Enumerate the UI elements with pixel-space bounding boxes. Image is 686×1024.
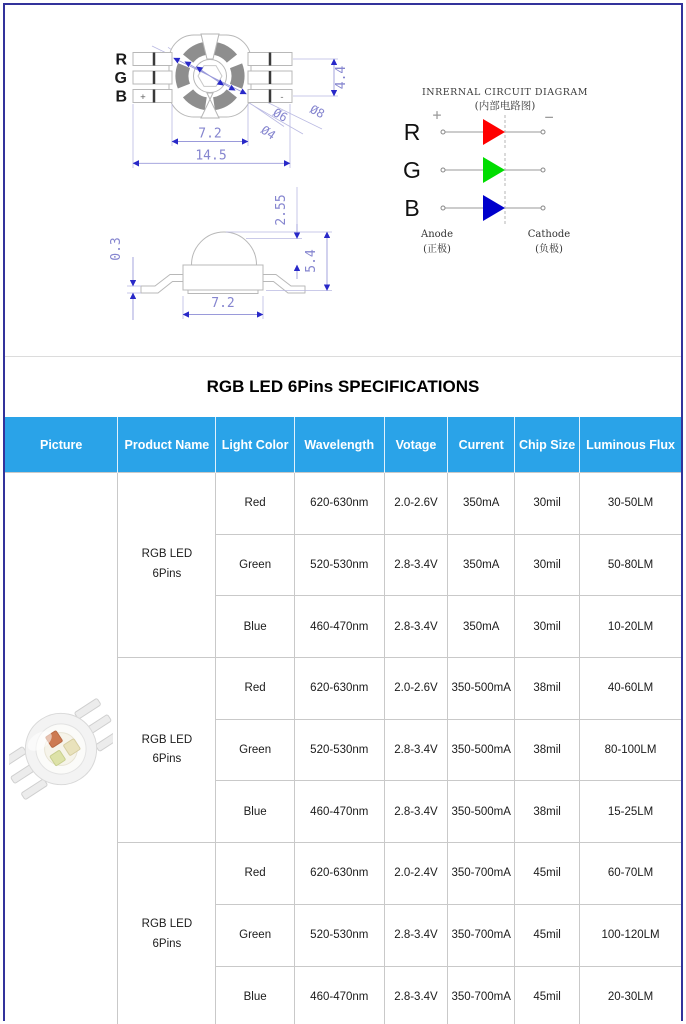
light-color-cell: Green xyxy=(216,904,294,966)
luminous-flux-cell: 15-25LM xyxy=(580,781,681,843)
column-header-picture: Picture xyxy=(5,417,118,473)
cathode-minus-mark: - xyxy=(279,92,285,103)
dim-total-height: 5.4 xyxy=(304,249,319,273)
led-product-photo xyxy=(9,670,113,828)
title-bar xyxy=(5,357,681,417)
green-led-symbol xyxy=(483,157,505,183)
current-cell: 350-700mA xyxy=(448,966,515,1024)
light-color-cell: Green xyxy=(216,719,294,781)
product-name-cell xyxy=(118,473,216,658)
votage-cell: 2.8-3.4V xyxy=(384,719,448,781)
wavelength-cell: 460-470nm xyxy=(294,596,384,658)
right-pins xyxy=(248,53,292,103)
anode-plus-mark: + xyxy=(140,92,146,103)
dim-dome-height: 2.55 xyxy=(274,194,289,226)
chip-size-cell: 45mil xyxy=(515,966,580,1024)
header-row xyxy=(5,417,681,473)
dim-lead-thickness: 0.3 xyxy=(109,237,124,261)
luminous-flux-cell: 30-50LM xyxy=(580,473,681,535)
current-cell: 350mA xyxy=(448,534,515,596)
product-name: RGB LED 6Pins xyxy=(141,733,193,766)
luminous-flux-cell: 40-60LM xyxy=(580,658,681,720)
led-side-view-drawing xyxy=(109,187,332,320)
wavelength-cell: 460-470nm xyxy=(294,966,384,1024)
dim-total-width: 14.5 xyxy=(195,148,227,164)
picture-cell xyxy=(5,473,118,1024)
votage-cell: 2.0-2.6V xyxy=(384,658,448,720)
circuit-label-r: R xyxy=(403,119,421,145)
chip-size-cell: 38mil xyxy=(515,719,580,781)
wavelength-cell: 620-630nm xyxy=(294,658,384,720)
pin-label-g: G xyxy=(114,70,127,87)
wavelength-cell: 620-630nm xyxy=(294,473,384,535)
anode-label-cn: (正极) xyxy=(423,244,451,255)
dim-pin-span: 4.4 xyxy=(334,65,349,90)
luminous-flux-cell: 20-30LM xyxy=(580,966,681,1024)
internal-circuit-diagram xyxy=(403,87,588,255)
sheet-border xyxy=(3,3,683,1021)
chip-size-cell: 38mil xyxy=(515,781,580,843)
light-color-cell: Blue xyxy=(216,596,294,658)
luminous-flux-cell: 80-100LM xyxy=(580,719,681,781)
column-header-current: Current xyxy=(448,417,515,473)
dim-body-width: 7.2 xyxy=(211,296,235,311)
votage-cell: 2.8-3.4V xyxy=(384,596,448,658)
chip-size-cell: 45mil xyxy=(515,904,580,966)
product-name: RGB LED 6Pins xyxy=(141,918,193,950)
wavelength-cell: 520-530nm xyxy=(294,719,384,781)
current-cell: 350-700mA xyxy=(448,843,515,905)
light-color-cell: Green xyxy=(216,534,294,596)
left-pins xyxy=(133,53,172,103)
circuit-plus-sign: + xyxy=(432,106,442,124)
cathode-label-cn: (负极) xyxy=(535,244,563,255)
product-name-cell xyxy=(118,843,216,1024)
current-cell: 350mA xyxy=(448,473,515,535)
circuit-label-g: G xyxy=(403,157,421,183)
column-header-chip-size: Chip Size xyxy=(515,417,580,473)
chip-size-cell: 30mil xyxy=(515,473,580,535)
votage-cell: 2.0-2.4V xyxy=(384,843,448,905)
dim-d4: Ø4 xyxy=(258,122,279,143)
cathode-label: Cathode xyxy=(527,229,571,240)
circuit-label-b: B xyxy=(404,195,420,221)
page-title: RGB LED 6Pins SPECIFICATIONS xyxy=(206,377,480,396)
current-cell: 350-500mA xyxy=(448,658,515,720)
anode-label: Anode xyxy=(420,229,454,240)
column-header-votage: Votage xyxy=(384,417,448,473)
circuit-subtitle: (内部电路图) xyxy=(474,100,536,112)
dim-inner-width: 7.2 xyxy=(198,126,222,142)
wavelength-cell: 520-530nm xyxy=(294,534,384,596)
current-cell: 350-500mA xyxy=(448,781,515,843)
pin-label-b: B xyxy=(115,88,127,106)
circuit-channel-r xyxy=(404,115,545,149)
luminous-flux-cell: 60-70LM xyxy=(580,843,681,905)
votage-cell: 2.8-3.4V xyxy=(384,534,448,596)
column-header-product-name: Product Name xyxy=(118,417,216,473)
spec-table xyxy=(5,417,681,1024)
votage-cell: 2.0-2.6V xyxy=(384,473,448,535)
dim-d8: Ø8 xyxy=(307,102,327,122)
luminous-flux-cell: 10-20LM xyxy=(580,596,681,658)
technical-drawings xyxy=(5,5,681,356)
chip-size-cell: 30mil xyxy=(515,534,580,596)
luminous-flux-cell: 50-80LM xyxy=(580,534,681,596)
votage-cell: 2.8-3.4V xyxy=(384,781,448,843)
column-header-wavelength: Wavelength xyxy=(294,417,384,473)
wavelength-cell: 520-530nm xyxy=(294,904,384,966)
light-color-cell: Red xyxy=(216,658,294,720)
dim-d6: Ø6 xyxy=(270,105,291,125)
circuit-title: INRERNAL CIRCUIT DIAGRAM xyxy=(422,87,588,98)
wavelength-cell: 460-470nm xyxy=(294,781,384,843)
chip-size-cell: 45mil xyxy=(515,843,580,905)
blue-led-symbol xyxy=(483,195,505,221)
luminous-flux-cell: 100-120LM xyxy=(580,904,681,966)
light-color-cell: Red xyxy=(216,843,294,905)
table-row xyxy=(5,473,681,535)
product-name: RGB LED 6Pins xyxy=(141,548,193,581)
chip-size-cell: 38mil xyxy=(515,658,580,720)
current-cell: 350mA xyxy=(448,596,515,658)
technical-drawings-section xyxy=(5,5,681,357)
column-header-light-color: Light Color xyxy=(216,417,294,473)
votage-cell: 2.8-3.4V xyxy=(384,966,448,1024)
current-cell: 350-700mA xyxy=(448,904,515,966)
product-name-cell xyxy=(118,658,216,843)
red-led-symbol xyxy=(483,119,505,145)
light-color-cell: Blue xyxy=(216,781,294,843)
current-cell: 350-500mA xyxy=(448,719,515,781)
wavelength-cell: 620-630nm xyxy=(294,843,384,905)
light-color-cell: Red xyxy=(216,473,294,535)
votage-cell: 2.8-3.4V xyxy=(384,904,448,966)
chip-size-cell: 30mil xyxy=(515,596,580,658)
circuit-channel-b xyxy=(404,191,545,225)
column-header-luminous-flux: Luminous Flux xyxy=(580,417,681,473)
circuit-channel-g xyxy=(403,153,545,187)
circuit-minus-sign: − xyxy=(544,108,554,126)
led-top-view-drawing xyxy=(115,34,349,168)
pin-label-r: R xyxy=(115,51,127,69)
light-color-cell: Blue xyxy=(216,966,294,1024)
